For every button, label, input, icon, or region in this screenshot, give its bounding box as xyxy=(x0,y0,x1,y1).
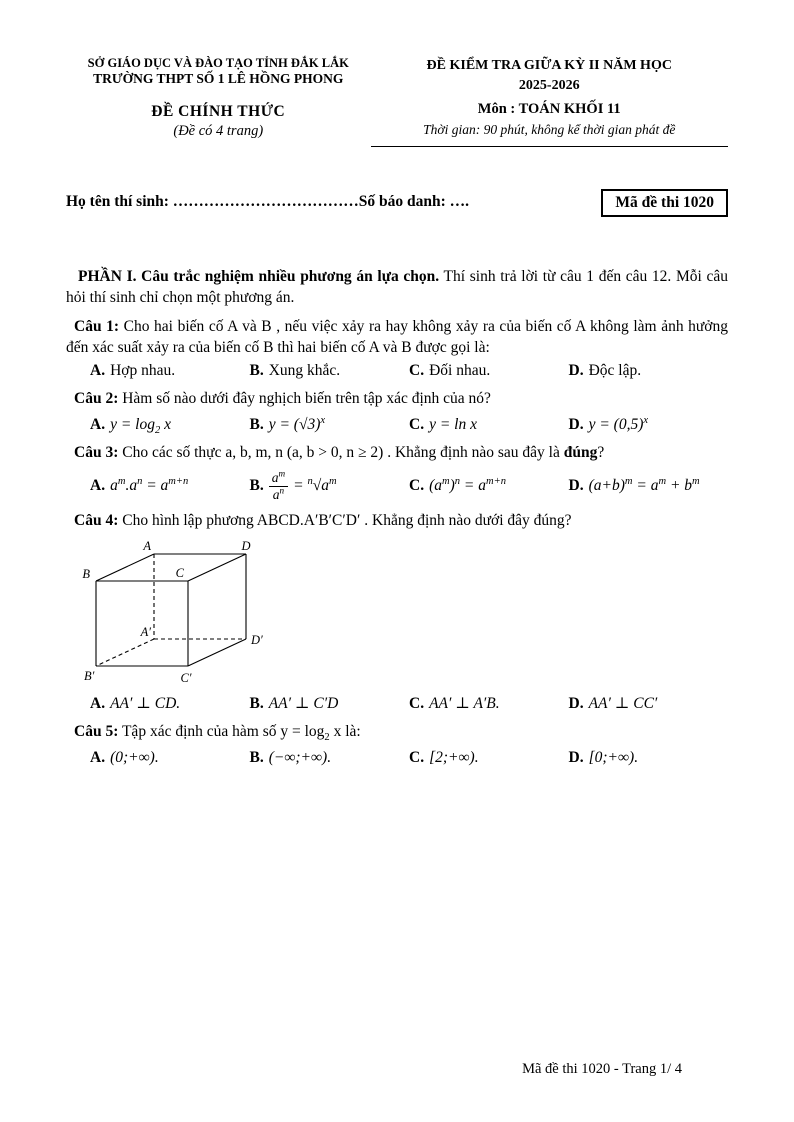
option-text: $a^m.a^n = a^{m+n}$ xyxy=(110,475,189,495)
option-text: $y = (0,5)^x$ xyxy=(588,415,649,434)
question-text: Câu 5: Tập xác định của hàm số $y = \log_2 x$ là: xyxy=(74,723,361,744)
cube-figure xyxy=(74,538,728,691)
option-d xyxy=(569,477,729,495)
option-letter: A. xyxy=(90,362,106,380)
vertex-label-C-prime: C′ xyxy=(180,671,192,686)
option-c xyxy=(409,362,569,380)
part1-heading-bold: PHẦN I. Câu trắc nghiệm nhiều phương án lựa chọn. xyxy=(78,267,440,285)
pages-note: (Đề có 4 trang) xyxy=(173,123,264,139)
option-letter: B. xyxy=(249,694,264,712)
option-text: AA′ ⊥ CD. xyxy=(110,695,181,713)
option-text: AA′ ⊥ C′D xyxy=(268,695,339,713)
option-letter: D. xyxy=(568,477,584,495)
option-a xyxy=(90,477,250,495)
school-name: TRƯỜNG THPT SỐ 1 LÊ HỒNG PHONG xyxy=(93,71,344,86)
option-letter: A. xyxy=(90,416,106,434)
option-letter: A. xyxy=(90,749,106,766)
footer-page-info: Mã đề thi 1020 - Trang 1/ 4 xyxy=(522,1061,682,1077)
exam-title-line1: ĐỀ KIỂM TRA GIỮA KỲ II NĂM HỌC xyxy=(426,58,672,73)
option-a xyxy=(90,362,250,380)
emphasis-word: đúng xyxy=(563,444,598,462)
question-3 xyxy=(66,443,728,502)
question-label: Câu 5: xyxy=(74,723,119,741)
question-label: Câu 3: xyxy=(74,444,119,462)
option-d xyxy=(569,362,729,380)
exam-title-line2: 2025-2026 xyxy=(518,78,580,94)
options-row xyxy=(66,470,728,502)
option-text: Xung khắc. xyxy=(268,362,341,380)
header-left xyxy=(66,56,371,147)
option-text: $y = (√3)^x$ xyxy=(268,415,326,434)
option-letter: C. xyxy=(409,694,425,712)
options-row xyxy=(66,415,728,437)
part1-heading xyxy=(66,267,728,309)
question-label: Câu 1: xyxy=(74,318,120,336)
options-row xyxy=(66,362,728,380)
option-b xyxy=(250,362,410,380)
option-b xyxy=(250,694,410,713)
vertex-label-B-prime: B′ xyxy=(84,669,95,684)
vertex-label-D-prime: D′ xyxy=(251,633,263,648)
header-right xyxy=(371,56,728,147)
header xyxy=(66,56,728,147)
part1-heading-rest: Thí sinh trả lời từ câu 1 đến câu 12. Mỗi câu hỏi thí sinh chỉ chọn một phương án. xyxy=(66,267,728,306)
official-exam-label: ĐỀ CHÍNH THỨC xyxy=(151,103,286,120)
option-text: [2;+∞). xyxy=(429,749,479,766)
option-text: AA′ ⊥ CC′ xyxy=(588,695,658,713)
options-row xyxy=(66,694,728,713)
option-text: (−∞;+∞). xyxy=(268,749,332,766)
option-text: y = ln x xyxy=(429,416,477,434)
question-label: Câu 2: xyxy=(74,390,119,408)
department-name: SỞ GIÁO DỤC VÀ ĐÀO TẠO TỈNH ĐẮK LẮK xyxy=(87,56,349,70)
option-text: $(a^m)^n = a^{m+n}$ xyxy=(429,475,506,495)
option-letter: C. xyxy=(409,362,425,380)
vertex-label-B: B xyxy=(82,567,90,582)
option-text: AA′ ⊥ A′B. xyxy=(429,695,500,713)
option-d xyxy=(569,416,729,434)
vertex-label-C: C xyxy=(175,566,184,581)
option-letter: D. xyxy=(568,749,584,766)
option-a xyxy=(90,749,250,767)
student-info-line: Họ tên thí sinh: ………………………………Số báo danh: …. xyxy=(66,192,470,210)
question-label: Câu 4: xyxy=(74,512,119,530)
option-text: Đối nhau. xyxy=(429,362,491,380)
fraction-denominator: $a^n$ xyxy=(272,485,285,502)
option-letter: D. xyxy=(568,694,584,712)
vertex-label-A-prime: A′ xyxy=(140,625,151,640)
option-letter: B. xyxy=(249,416,264,434)
option-c xyxy=(409,477,569,495)
option-a xyxy=(90,694,250,713)
question-text: Câu 1: Cho hai biến cố A và B , nếu việc xảy ra hay không xảy ra của biến cố A không làm ảnh hưởng đến xác suất xảy ra của biến cố B thì hai biến cố A và B được gọi là: xyxy=(66,318,728,357)
option-text: = $^n√a^m$ xyxy=(293,475,337,495)
question-text: Câu 4: Cho hình lập phương ABCD.A′B′C′D′ . Khẳng định nào dưới đây đúng? xyxy=(74,512,572,530)
option-b xyxy=(250,749,410,767)
student-info-row xyxy=(66,189,728,217)
option-text: (0;+∞). xyxy=(110,749,159,766)
option-c xyxy=(409,694,569,713)
option-letter: D. xyxy=(568,416,584,434)
option-text: [0;+∞). xyxy=(588,749,639,766)
option-letter: C. xyxy=(409,749,425,766)
question-text: Câu 2: Hàm số nào dưới đây nghịch biến trên tập xác định của nó? xyxy=(74,390,491,408)
duration-line: Thời gian: 90 phút, không kể thời gian phát đề xyxy=(423,121,676,137)
option-letter: B. xyxy=(249,362,264,380)
question-2 xyxy=(66,389,728,437)
option-d xyxy=(569,694,729,713)
fraction xyxy=(269,470,288,502)
option-b xyxy=(250,470,410,502)
option-text: $(a+b)^m = a^m + b^m$ xyxy=(588,475,700,495)
option-c xyxy=(409,416,569,434)
vertex-label-D: D xyxy=(241,539,251,554)
option-letter: C. xyxy=(409,477,425,495)
fraction-numerator: $a^m$ xyxy=(269,470,288,487)
option-text: Độc lập. xyxy=(588,362,642,380)
question-4 xyxy=(66,511,728,713)
question-5 xyxy=(66,722,728,767)
question-text: Câu 3: Cho các số thực a, b, m, n (a, b > 0, n ≥ 2) . Khẳng định nào sau đây là đúng? xyxy=(74,444,605,462)
cube-drawing xyxy=(74,538,274,686)
options-row xyxy=(66,749,728,767)
vertex-label-A: A xyxy=(143,539,151,554)
option-letter: B. xyxy=(249,477,264,495)
exam-code-box: Mã đề thi 1020 xyxy=(601,189,728,217)
question-1 xyxy=(66,317,728,380)
option-letter: D. xyxy=(568,362,584,380)
option-a xyxy=(90,416,250,437)
option-letter: A. xyxy=(90,694,106,712)
option-letter: C. xyxy=(409,416,425,434)
option-letter: B. xyxy=(249,749,264,766)
option-text: Hợp nhau. xyxy=(110,362,176,380)
option-letter: A. xyxy=(90,477,106,495)
option-c xyxy=(409,749,569,767)
subject-line: Môn : TOÁN KHỐI 11 xyxy=(477,100,621,117)
option-text: $y = \log_2 x$ xyxy=(110,416,172,437)
option-d xyxy=(569,749,729,767)
option-b xyxy=(250,416,410,434)
